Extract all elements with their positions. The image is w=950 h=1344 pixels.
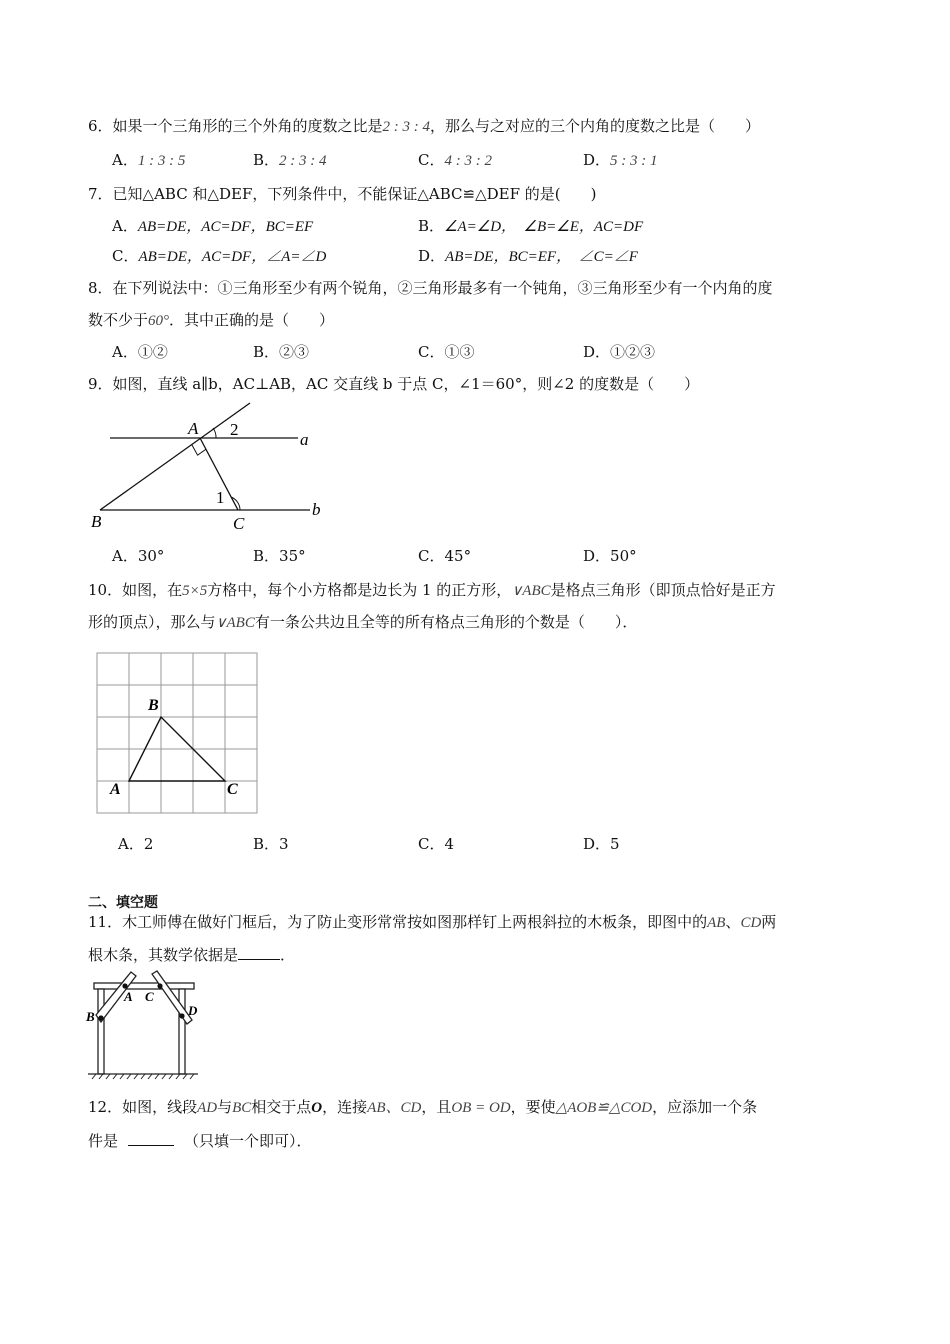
q11-text: 根木条，其数学依据是 [88, 946, 239, 964]
option-label: D． [583, 835, 611, 853]
brace-cd [152, 971, 192, 1024]
option-text: 30° [137, 547, 165, 565]
q10-stem-line1 [88, 580, 776, 601]
label-C: C [227, 781, 238, 798]
q7-option-a[interactable] [112, 216, 313, 237]
q11-text: 11．木工师傅在做好门框后，为了防止变形常常按如图那样钉上两根斜拉的木板条，即图中的 [88, 913, 708, 931]
option-text: AB=DE，AC=DF，∠A=∠D [138, 249, 327, 265]
option-text: 1 : 3 : 5 [137, 153, 186, 169]
q8-text-end: ．其中正确的是（ ） [169, 311, 335, 329]
q8-option-d[interactable] [583, 342, 655, 362]
label-a: a [300, 430, 309, 449]
q9-figure [88, 400, 338, 535]
q11-text-end: ． [280, 946, 296, 964]
q10-math-triangle: ∨ABC [511, 583, 551, 599]
option-label: D． [583, 151, 611, 169]
q11-figure [86, 972, 206, 1080]
option-label: C． [418, 343, 445, 361]
q9-stem: 9．如图，直线 a∥b，AC⊥AB，AC 交直线 b 于点 C，∠1＝60°，则∠2 的度数是（ ） [88, 375, 700, 393]
q12-text: 与 [217, 1098, 233, 1116]
nail-d [179, 1013, 184, 1018]
label-B: B [148, 697, 159, 714]
option-text: 5 : 3 : 1 [610, 153, 658, 169]
option-label: A． [112, 217, 138, 235]
q12-math-ab-cd: AB、CD [367, 1100, 422, 1116]
option-text: 5 [610, 835, 620, 853]
q8-option-b[interactable] [253, 342, 309, 362]
q10-text-end: 有一条公共边且全等的所有格点三角形的个数是（ ）． [254, 613, 638, 631]
q8-stem-line1: 8．在下列说法中：①三角形至少有两个锐角，②三角形最多有一个钝角，③三角形至少有一个内角的度 [88, 279, 773, 297]
option-label: C． [418, 835, 445, 853]
q12-text: 相交于点 [251, 1098, 312, 1116]
nail-c [157, 983, 162, 988]
q12-math-ad: AD [197, 1100, 218, 1116]
label-A: A [124, 989, 133, 1004]
option-text: 3 [279, 835, 289, 853]
q7-stem: 7．已知△ABC 和△DEF，下列条件中，不能保证△ABC≌△DEF 的是( ) [88, 185, 597, 203]
q8-option-a[interactable] [112, 342, 168, 362]
q12-text-end: （只填一个即可）． [184, 1132, 312, 1150]
q12-text: ，连接 [322, 1098, 368, 1116]
ground-hatch [92, 1074, 194, 1079]
q8-math: 60° [148, 313, 170, 329]
q12-stem-line1 [88, 1097, 757, 1118]
q9-option-a[interactable] [112, 546, 164, 566]
q8-option-c[interactable] [418, 342, 475, 362]
section-title: 二、填空题 [88, 895, 158, 911]
q7-option-b[interactable] [418, 216, 643, 237]
option-label: B． [418, 217, 445, 235]
option-label: C． [418, 151, 445, 169]
label-D: D [188, 1003, 198, 1018]
option-text: 2 : 3 : 4 [279, 153, 327, 169]
option-text: ①② [137, 343, 168, 361]
q8-stem-line2 [88, 310, 334, 331]
q10-text: 形的顶点），那么与 [88, 613, 216, 631]
option-label: D． [418, 247, 446, 265]
q10-math-triangle: ∨ABC [215, 615, 255, 631]
nail-b [98, 1015, 103, 1020]
q6-option-b[interactable] [253, 150, 327, 171]
label-angle-2: 2 [230, 420, 239, 439]
q11-answer-blank[interactable] [238, 944, 280, 960]
option-label: B． [253, 547, 280, 565]
q8-text: 数不少于 [88, 311, 149, 329]
label-b: b [312, 500, 321, 519]
q10-option-d[interactable] [583, 834, 620, 854]
q6-stem-text-end: ，那么与之对应的三个内角的度数之比是（ ） [430, 117, 761, 135]
label-C: C [145, 989, 154, 1004]
q12-stem-line2 [88, 1130, 312, 1151]
q12-text: ，且 [421, 1098, 452, 1116]
option-text: AB=DE，BC=EF， ∠C=∠F [445, 249, 638, 265]
q12-text: 件是 [88, 1132, 119, 1150]
option-label: C． [418, 547, 445, 565]
q12-math-congruence: △AOB≌△COD [555, 1100, 653, 1116]
q10-math-grid: 5×5 [182, 583, 208, 599]
segment-ab [100, 403, 250, 510]
q10-stem-line2 [88, 612, 637, 633]
label-B: B [91, 512, 102, 531]
q11-math-cd: CD [740, 915, 762, 931]
q11-text-end: 两 [761, 913, 777, 931]
q6-option-d[interactable] [583, 150, 658, 171]
option-label: B． [253, 343, 280, 361]
option-label: B． [253, 835, 280, 853]
q10-figure [96, 652, 260, 812]
q10-text-mid: 方格中，每个小方格都是边长为 1 的正方形， [207, 581, 512, 599]
option-label: A． [112, 151, 138, 169]
q7-option-c[interactable] [112, 246, 326, 267]
option-label: D． [583, 547, 611, 565]
label-A: A [110, 781, 121, 798]
q11-math-ab: AB [707, 915, 726, 931]
q6-stem-text: 6．如果一个三角形的三个外角的度数之比是 [88, 117, 383, 135]
label-A: A [188, 419, 199, 438]
q12-text-end: ，应添加一个条 [652, 1098, 758, 1116]
option-text: ①②③ [610, 343, 656, 361]
angle-2-arc [213, 428, 216, 438]
q11-stem-line2 [88, 944, 295, 965]
option-label: B． [253, 151, 280, 169]
option-label: A． [118, 835, 144, 853]
door-frame-top [94, 983, 194, 989]
option-label: A． [112, 547, 138, 565]
q10-option-a[interactable] [118, 834, 153, 854]
q9-option-c[interactable] [418, 546, 471, 566]
option-text: 50° [610, 547, 637, 565]
q12-text: ，要使 [510, 1098, 556, 1116]
q12-text: 12．如图，线段 [88, 1098, 198, 1116]
q9-option-d[interactable] [583, 546, 637, 566]
label-angle-1: 1 [216, 488, 225, 507]
option-text: 2 [143, 835, 154, 853]
q12-math-ob-od: OB = OD [451, 1100, 511, 1116]
q11-stem-line1 [88, 912, 776, 933]
q10-option-b[interactable] [253, 834, 289, 854]
option-text: AB=DE，AC=DF，BC=EF [137, 219, 314, 235]
option-label: C． [112, 247, 139, 265]
option-label: A． [112, 343, 138, 361]
option-text: ①③ [444, 343, 475, 361]
q7-option-d[interactable] [418, 246, 638, 267]
option-text: ②③ [279, 343, 310, 361]
door-post-right [179, 989, 185, 1074]
option-text: 4 : 3 : 2 [444, 153, 492, 169]
option-text: 4 [444, 835, 455, 853]
option-text: ∠A=∠D， ∠B=∠E，AC=DF [444, 219, 644, 235]
option-text: 45° [444, 547, 472, 565]
q10-option-c[interactable] [418, 834, 454, 854]
label-B: B [86, 1009, 95, 1024]
q10-text: 10．如图，在 [88, 581, 183, 599]
q10-text-end: 是格点三角形（即顶点恰好是正方 [550, 581, 776, 599]
q12-math-o: O [311, 1100, 323, 1116]
option-label: D． [583, 343, 611, 361]
door-post-left [98, 989, 104, 1074]
q12-answer-blank[interactable] [128, 1130, 174, 1146]
q6-stem [88, 116, 760, 137]
label-C: C [233, 514, 245, 533]
q9-option-b[interactable] [253, 546, 306, 566]
q6-option-a[interactable] [112, 150, 185, 171]
q6-ratio: 2 : 3 : 4 [382, 119, 431, 135]
q12-math-bc: BC [232, 1100, 252, 1116]
q6-option-c[interactable] [418, 150, 492, 171]
nail-a [122, 983, 127, 988]
option-text: 35° [279, 547, 306, 565]
q11-sep: 、 [725, 913, 741, 931]
